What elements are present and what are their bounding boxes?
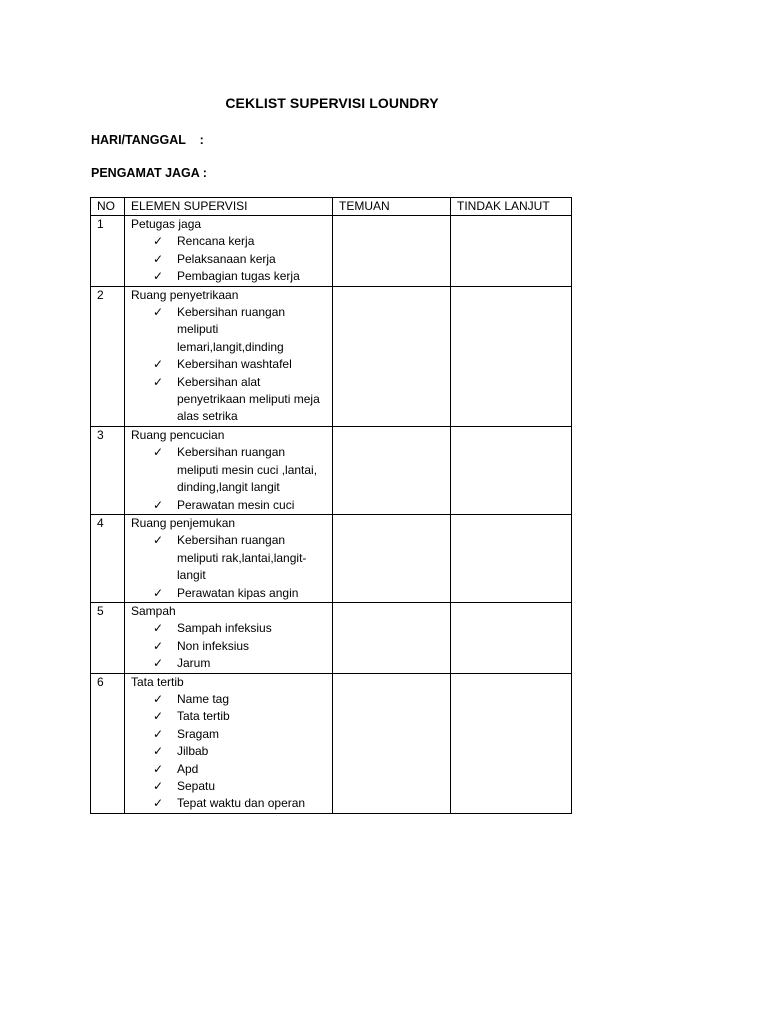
sub-item-label: Non infeksius <box>177 638 250 653</box>
checkmark-icon: ✓ <box>153 251 164 266</box>
checkmark-icon: ✓ <box>153 621 164 636</box>
supervision-element-title: Sampah <box>131 603 176 618</box>
row-number: 4 <box>91 514 125 602</box>
table-row <box>91 286 572 426</box>
sub-item-list <box>131 620 328 672</box>
list-item <box>153 708 328 725</box>
header-tindak-lanjut: TINDAK LANJUT <box>451 198 572 216</box>
checkmark-icon: ✓ <box>153 744 164 759</box>
row-number: 3 <box>91 426 125 514</box>
table-header-row <box>91 198 572 216</box>
supervision-element-title: Petugas jaga <box>131 217 202 231</box>
document-title: CEKLIST SUPERVISI LOUNDRY <box>225 95 439 111</box>
list-item <box>153 374 328 426</box>
row-number: 5 <box>91 602 125 673</box>
sub-item-label: Apd <box>177 761 199 776</box>
list-item <box>153 655 328 672</box>
sub-item-list <box>131 532 328 602</box>
table-row <box>91 602 572 673</box>
checkmark-icon: ✓ <box>153 533 164 548</box>
sub-item-label: Jarum <box>177 656 211 671</box>
checkmark-icon: ✓ <box>153 779 164 793</box>
checkmark-icon: ✓ <box>153 709 164 724</box>
tindak-lanjut-cell[interactable] <box>451 602 572 673</box>
sub-item-label: Perawatan kipas angin <box>177 585 299 600</box>
header-no: NO <box>91 198 125 216</box>
sub-item-label: Kebersihan ruangan meliputi rak,lantai,langit-langit <box>177 533 307 583</box>
supervision-element-title: Tata tertib <box>131 674 184 689</box>
list-item <box>153 497 328 514</box>
list-item <box>153 761 328 778</box>
pengamat-jaga-label: PENGAMAT JAGA : <box>91 166 207 180</box>
sub-item-list <box>131 444 328 514</box>
list-item <box>153 743 328 760</box>
tindak-lanjut-cell[interactable] <box>451 216 572 287</box>
supervision-checklist-table <box>90 197 572 814</box>
supervision-element-cell <box>125 673 333 813</box>
supervision-element-title: Ruang penjemukan <box>131 515 236 530</box>
checkmark-icon: ✓ <box>153 585 164 600</box>
list-item <box>153 251 328 268</box>
checkmark-icon: ✓ <box>153 761 164 776</box>
supervision-element-cell <box>125 286 333 426</box>
list-item <box>153 691 328 708</box>
header-elemen-supervisi: ELEMEN SUPERVISI <box>125 198 333 216</box>
list-item <box>153 304 328 356</box>
table-row <box>91 514 572 602</box>
supervision-element-cell <box>125 216 333 287</box>
checkmark-icon: ✓ <box>153 656 164 671</box>
tindak-lanjut-cell[interactable] <box>451 514 572 602</box>
tindak-lanjut-cell[interactable] <box>451 286 572 426</box>
tindak-lanjut-cell[interactable] <box>451 673 572 813</box>
tindak-lanjut-cell[interactable] <box>451 426 572 514</box>
temuan-cell[interactable] <box>333 514 451 602</box>
list-item <box>153 444 328 496</box>
sub-item-label: Sampah infeksius <box>177 621 272 636</box>
supervision-element-cell <box>125 602 333 673</box>
supervision-element-title: Ruang penyetrikaan <box>131 287 239 302</box>
header-temuan: TEMUAN <box>333 198 451 216</box>
sub-item-label: Tata tertib <box>177 709 230 724</box>
sub-item-label: Pembagian tugas kerja <box>177 269 300 284</box>
list-item <box>153 233 328 250</box>
list-item <box>153 620 328 637</box>
table-body <box>91 216 572 814</box>
checkmark-icon: ✓ <box>153 638 164 653</box>
sub-item-label: Sragam <box>177 726 220 741</box>
sub-item-label: Kebersihan ruangan meliputi mesin cuci ,lantai, dinding,langit langit <box>177 445 318 495</box>
list-item <box>153 795 328 812</box>
sub-item-list <box>131 691 328 813</box>
sub-item-label: Kebersihan alat penyetrikaan meliputi meja alas setrika <box>177 374 320 424</box>
sub-item-label: Kebersihan ruangan meliputi lemari,langit,dinding <box>177 305 286 354</box>
row-number: 6 <box>91 673 125 813</box>
sub-item-label: Jilbab <box>177 744 209 759</box>
sub-item-label: Kebersihan washtafel <box>177 357 292 372</box>
temuan-cell[interactable] <box>333 673 451 813</box>
checkmark-icon: ✓ <box>153 796 164 811</box>
temuan-cell[interactable] <box>333 216 451 287</box>
checkmark-icon: ✓ <box>153 305 164 320</box>
sub-item-label: Perawatan mesin cuci <box>177 497 295 512</box>
sub-item-label: Rencana kerja <box>177 234 255 249</box>
list-item <box>153 585 328 602</box>
sub-item-list <box>131 233 328 285</box>
checkmark-icon: ✓ <box>153 726 164 741</box>
sub-item-label: Tepat waktu dan operan <box>177 796 306 811</box>
supervision-element-cell <box>125 514 333 602</box>
checkmark-icon: ✓ <box>153 445 164 460</box>
checkmark-icon: ✓ <box>153 269 164 284</box>
supervision-element-title: Ruang pencucian <box>131 427 225 442</box>
checkmark-icon: ✓ <box>153 234 164 249</box>
checkmark-icon: ✓ <box>153 357 164 372</box>
list-item <box>153 268 328 285</box>
checkmark-icon: ✓ <box>153 691 164 706</box>
sub-item-label: Name tag <box>177 691 230 706</box>
hari-tanggal-label: HARI/TANGGAL : <box>91 133 204 147</box>
row-number: 1 <box>91 216 125 287</box>
list-item <box>153 356 328 373</box>
table-row <box>91 673 572 813</box>
sub-item-label: Pelaksanaan kerja <box>177 251 276 266</box>
row-number: 2 <box>91 286 125 426</box>
checkmark-icon: ✓ <box>153 497 164 512</box>
supervision-element-cell <box>125 426 333 514</box>
temuan-cell[interactable] <box>333 286 451 426</box>
sub-item-label: Sepatu <box>177 779 216 793</box>
checkmark-icon: ✓ <box>153 374 164 389</box>
sub-item-list <box>131 304 328 426</box>
list-item <box>153 638 328 655</box>
list-item <box>153 726 328 743</box>
list-item <box>153 778 328 795</box>
table-row <box>91 216 572 287</box>
list-item <box>153 532 328 584</box>
temuan-cell[interactable] <box>333 602 451 673</box>
table-row <box>91 426 572 514</box>
temuan-cell[interactable] <box>333 426 451 514</box>
